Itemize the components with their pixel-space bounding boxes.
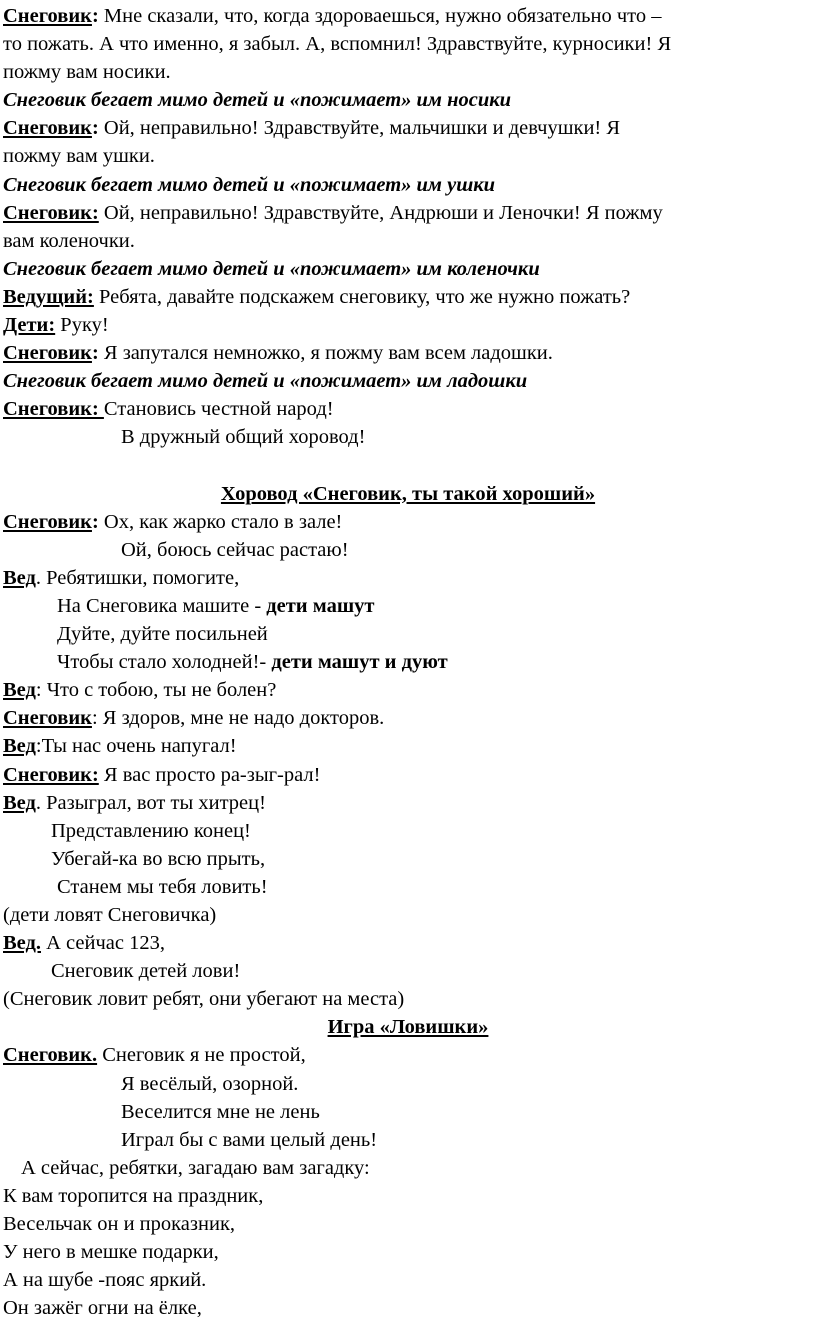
line-26: Снеговик: Я вас просто ра-зыг-рал! [3,763,321,786]
verse-line: Я весёлый, озорной. [121,1072,299,1095]
blank-line [3,452,813,480]
speaker-label: Вед [3,679,36,702]
line-35: Снеговик. Снеговик я не простой, [3,1044,306,1067]
line-6: пожму вам ушки. [3,145,155,168]
verse-line: Дуйте, дуйте посильней [57,623,268,646]
speaker-label: Снеговик [3,510,92,533]
verse-line: А на шубе -пояс яркий. [3,1269,207,1292]
line-27: Вед. Разыграл, вот ты хитрец! [3,791,266,814]
line-24: Снеговик: Я здоров, мне не надо докторов. [3,707,385,730]
verse-line: Убегай-ка во всю прыть, [51,847,266,870]
speaker-label: Снеговик [3,117,92,140]
section-heading: Игра «Ловишки» [327,1016,489,1039]
verse-line: На Снеговика машите - дети машут [57,594,375,617]
speaker-label: Дети: [3,314,56,337]
speaker-label: Снеговик [3,5,92,27]
line-3: пожму вам носики. [3,61,171,84]
verse-line: Он зажёг огни на ёлке, [3,1297,202,1320]
stage-direction: Снеговик бегает мимо детей и «пожимает» им носики [3,89,512,112]
line-5: Снеговик: Ой, неправильно! Здравствуйте, мальчишки и девчушки! Я [3,117,621,140]
line-9: вам коленочки. [3,229,135,252]
verse-line: А сейчас, ребятки, загадаю вам загадку: [21,1156,370,1179]
line-15: Снеговик: Становись честной народ! [3,398,334,421]
speaker-label: Ведущий: [3,285,94,308]
verse-line: Играл бы с вами целый день! [121,1128,378,1151]
action-note: дети машут и дуют [271,651,448,674]
verse-line: Ой, боюсь сейчас растаю! [121,538,349,561]
stage-direction: Снеговик бегает мимо детей и «пожимает» им ушки [3,173,496,196]
verse-line: В дружный общий хоровод! [121,426,366,449]
speaker-label: Снеговик. [3,1044,98,1067]
verse-line: К вам торопится на праздник, [3,1184,264,1207]
speaker-label: Вед [3,791,36,814]
stage-note: (Снеговик ловит ребят, они убегают на места) [3,988,405,1011]
verse-line: Весельчак он и проказник, [3,1213,236,1236]
line-17: Снеговик: Ох, как жарко стало в зале! [3,510,343,533]
line-11: Ведущий: Ребята, давайте подскажем снеговику, что же нужно пожать? [3,285,631,308]
verse-line: Представлению конец! [51,819,251,842]
speaker-label: Снеговик: [3,763,99,786]
line-2: то пожать. А что именно, я забыл. А, вспомнил! Здравствуйте, курносики! Я [3,33,672,56]
stage-direction: Снеговик бегает мимо детей и «пожимает» им ладошки [3,370,528,393]
action-note: дети машут [266,594,375,617]
speaker-label: Снеговик [3,707,92,730]
line-19: Вед. Ребятишки, помогите, [3,566,240,589]
speaker-label: Снеговик: [3,201,99,224]
speaker-label: Снеговик [3,342,92,365]
verse-line: Станем мы тебя ловить! [57,875,268,898]
speaker-label: Вед [3,735,36,758]
line-25: Вед:Ты нас очень напугал! [3,735,237,758]
line-32: Вед. А сейчас 123, [3,932,165,955]
verse-line: Снеговик детей лови! [51,960,241,983]
speaker-label: Вед. [3,932,41,955]
verse-line: Веселится мне не лень [121,1100,320,1123]
line-12: Дети: Руку! [3,314,109,337]
stage-note: (дети ловят Снеговичка) [3,904,217,926]
speaker-label: Вед [3,566,36,589]
section-heading: Хоровод «Снеговик, ты такой хороший» [220,482,596,505]
stage-direction: Снеговик бегает мимо детей и «пожимает» им коленочки [3,257,540,280]
verse-line: Чтобы стало холодней!- дети машут и дуют [57,651,448,674]
verse-line: У него в мешке подарки, [3,1241,219,1264]
line-1: Снеговик: Мне сказали, что, когда здороваешься, нужно обязательно что – [3,5,662,27]
line-23: Вед: Что с тобою, ты не болен? [3,679,277,702]
speaker-label: Снеговик: [3,398,104,421]
line-13: Снеговик: Я запутался немножко, я пожму вам всем ладошки. [3,342,553,365]
line-8: Снеговик: Ой, неправильно! Здравствуйте, Андрюши и Леночки! Я пожму [3,201,663,224]
